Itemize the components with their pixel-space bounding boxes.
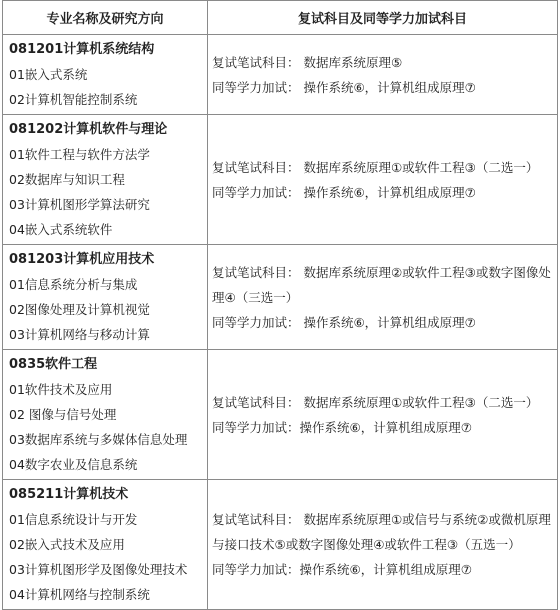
retest-written-subjects: 复试笔试科目： 数据库系统原理①或信号与系统②或微机原理与接口技术⑤或数字图像处理④或软件工程③（五选一） <box>212 512 551 552</box>
retest-written-subjects: 复试笔试科目： 数据库系统原理②或软件工程③或数字图像处理④（三选一） <box>212 264 551 305</box>
direction-item: 02嵌入式技术及应用 <box>9 537 125 552</box>
major-name: 081201计算机系统结构 <box>9 42 155 57</box>
direction-item: 03计算机图形学及图像处理技术 <box>9 562 188 577</box>
exam-cell <box>208 350 558 480</box>
major-cell <box>3 35 208 115</box>
exam-cell <box>208 115 558 245</box>
major-name: 0835软件工程 <box>9 357 98 372</box>
major-cell <box>3 480 208 610</box>
retest-written-subjects: 复试笔试科目： 数据库系统原理①或软件工程③（二选一） <box>212 394 539 410</box>
table-row <box>3 350 558 480</box>
equivalent-extra-subjects: 同等学力加试： 操作系统⑥，计算机组成原理⑦ <box>212 184 476 200</box>
table-row <box>3 35 558 115</box>
direction-item: 04计算机网络与控制系统 <box>9 587 150 602</box>
major-cell <box>3 350 208 480</box>
major-name: 081203计算机应用技术 <box>9 252 155 267</box>
direction-item: 01信息系统分析与集成 <box>9 277 138 292</box>
retest-written-subjects: 复试笔试科目： 数据库系统原理①或软件工程③（二选一） <box>212 159 539 175</box>
exam-cell <box>208 245 558 350</box>
exam-cell <box>208 480 558 610</box>
direction-item: 02计算机智能控制系统 <box>9 92 138 107</box>
exam-subjects-table <box>2 0 558 610</box>
direction-item: 01嵌入式系统 <box>9 67 88 82</box>
header-exam-subjects: 复试科目及同等学力加试科目 <box>208 1 558 35</box>
direction-item: 04嵌入式系统软件 <box>9 222 113 237</box>
table-header-row <box>3 1 558 35</box>
major-name: 085211计算机技术 <box>9 487 129 502</box>
major-cell <box>3 245 208 350</box>
table-row <box>3 115 558 245</box>
table-row <box>3 245 558 350</box>
equivalent-extra-subjects: 同等学力加试： 操作系统⑥，计算机组成原理⑦ <box>212 314 476 330</box>
major-name: 081202计算机软件与理论 <box>9 122 168 137</box>
direction-item: 03计算机网络与移动计算 <box>9 327 150 342</box>
equivalent-extra-subjects: 同等学力加试：操作系统⑥，计算机组成原理⑦ <box>212 562 472 577</box>
equivalent-extra-subjects: 同等学力加试：操作系统⑥，计算机组成原理⑦ <box>212 419 472 435</box>
equivalent-extra-subjects: 同等学力加试： 操作系统⑥，计算机组成原理⑦ <box>212 79 476 95</box>
direction-item: 03计算机图形学算法研究 <box>9 197 150 212</box>
header-major-direction: 专业名称及研究方向 <box>3 1 208 35</box>
table-row <box>3 480 558 610</box>
direction-item: 02图像处理及计算机视觉 <box>9 302 150 317</box>
direction-item: 02 图像与信号处理 <box>9 407 117 422</box>
direction-item: 03数据库系统与多媒体信息处理 <box>9 432 188 447</box>
direction-item: 01信息系统设计与开发 <box>9 512 138 527</box>
direction-item: 02数据库与知识工程 <box>9 172 125 187</box>
major-cell <box>3 115 208 245</box>
exam-cell <box>208 35 558 115</box>
direction-item: 01软件技术及应用 <box>9 382 113 397</box>
retest-written-subjects: 复试笔试科目： 数据库系统原理⑤ <box>212 54 403 70</box>
direction-item: 01软件工程与软件方法学 <box>9 147 150 162</box>
direction-item: 04数字农业及信息系统 <box>9 457 138 472</box>
